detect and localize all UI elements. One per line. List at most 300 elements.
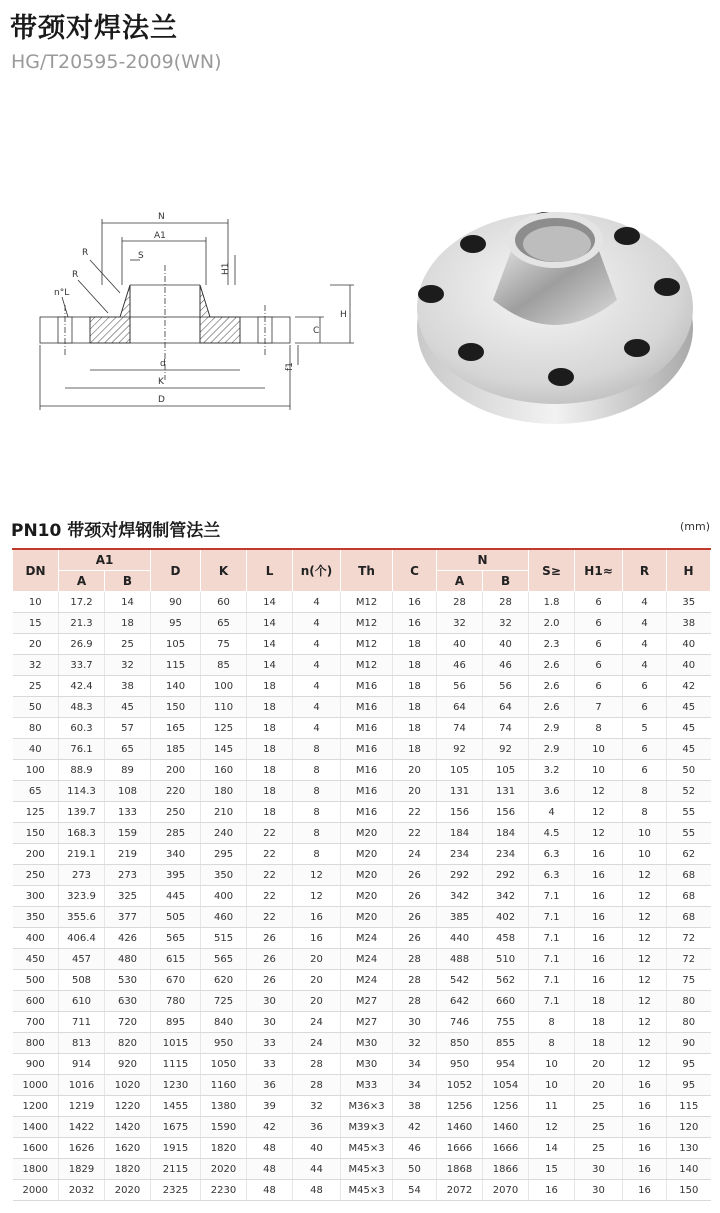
table-row xyxy=(13,1012,711,1033)
table-cell: M24 xyxy=(341,949,393,970)
table-cell: 6 xyxy=(623,760,667,781)
table-cell: 14 xyxy=(247,655,293,676)
table-row xyxy=(13,949,711,970)
table-cell: 16 xyxy=(623,1096,667,1117)
table-cell: 2072 xyxy=(437,1180,483,1201)
table-cell: 1115 xyxy=(151,1054,201,1075)
table-cell: 33 xyxy=(247,1033,293,1054)
table-cell: 1620 xyxy=(105,1138,151,1159)
table-cell: 7.1 xyxy=(529,991,575,1012)
table-cell: 60.3 xyxy=(59,718,105,739)
table-cell: 26 xyxy=(393,907,437,928)
table-cell: 105 xyxy=(151,634,201,655)
table-cell: 1219 xyxy=(59,1096,105,1117)
table-cell: M20 xyxy=(341,844,393,865)
table-cell: 80 xyxy=(667,1012,711,1033)
table-cell: 458 xyxy=(483,928,529,949)
table-cell: 1666 xyxy=(437,1138,483,1159)
table-cell: 7.1 xyxy=(529,907,575,928)
table-cell: 25 xyxy=(13,676,59,697)
table-cell: 30 xyxy=(575,1180,623,1201)
table-cell: 18 xyxy=(105,613,151,634)
header-a1-a: A xyxy=(59,571,105,592)
table-cell: 488 xyxy=(437,949,483,970)
table-cell: 125 xyxy=(13,802,59,823)
table-cell: 48 xyxy=(293,1180,341,1201)
table-cell: 8 xyxy=(293,781,341,802)
table-cell: 15 xyxy=(13,613,59,634)
table-cell: 115 xyxy=(667,1096,711,1117)
header-d: D xyxy=(151,549,201,592)
table-row xyxy=(13,928,711,949)
table-cell: 515 xyxy=(201,928,247,949)
table-row xyxy=(13,739,711,760)
table-cell: 2.9 xyxy=(529,739,575,760)
table-cell: 450 xyxy=(13,949,59,970)
table-cell: 920 xyxy=(105,1054,151,1075)
table-cell: 855 xyxy=(483,1033,529,1054)
table-cell: 36 xyxy=(247,1075,293,1096)
table-row xyxy=(13,634,711,655)
table-cell: M24 xyxy=(341,928,393,949)
table-cell: 8 xyxy=(293,739,341,760)
table-cell: 820 xyxy=(105,1033,151,1054)
table-cell: 2115 xyxy=(151,1159,201,1180)
table-cell: 159 xyxy=(105,823,151,844)
label-K: K xyxy=(158,377,164,387)
table-row xyxy=(13,1075,711,1096)
table-cell: M16 xyxy=(341,697,393,718)
table-cell: 48.3 xyxy=(59,697,105,718)
table-cell: 16 xyxy=(575,907,623,928)
table-cell: 46 xyxy=(393,1138,437,1159)
table-cell: 700 xyxy=(13,1012,59,1033)
table-cell: 18 xyxy=(247,697,293,718)
table-cell: 406.4 xyxy=(59,928,105,949)
table-cell: 746 xyxy=(437,1012,483,1033)
table-cell: 85 xyxy=(201,655,247,676)
table-cell: 54 xyxy=(393,1180,437,1201)
table-cell: 755 xyxy=(483,1012,529,1033)
table-cell: 64 xyxy=(437,697,483,718)
table-cell: 300 xyxy=(13,886,59,907)
table-cell: 6 xyxy=(623,676,667,697)
table-cell: 2.0 xyxy=(529,613,575,634)
table-cell: 80 xyxy=(13,718,59,739)
table-cell: 65 xyxy=(13,781,59,802)
table-cell: M16 xyxy=(341,739,393,760)
table-cell: 32 xyxy=(437,613,483,634)
table-cell: 34 xyxy=(393,1054,437,1075)
table-cell: 840 xyxy=(201,1012,247,1033)
table-cell: 6 xyxy=(575,655,623,676)
table-cell: 76.1 xyxy=(59,739,105,760)
table-row xyxy=(13,1054,711,1075)
table-cell: M20 xyxy=(341,886,393,907)
table-cell: 165 xyxy=(151,718,201,739)
table-cell: M30 xyxy=(341,1054,393,1075)
table-cell: 1200 xyxy=(13,1096,59,1117)
table-cell: 16 xyxy=(393,613,437,634)
table-cell: 1626 xyxy=(59,1138,105,1159)
table-cell: 26 xyxy=(247,970,293,991)
table-cell: 1160 xyxy=(201,1075,247,1096)
table-cell: 2230 xyxy=(201,1180,247,1201)
table-cell: 4 xyxy=(623,634,667,655)
table-cell: 140 xyxy=(151,676,201,697)
table-cell: 95 xyxy=(667,1075,711,1096)
table-cell: 285 xyxy=(151,823,201,844)
table-cell: 45 xyxy=(667,718,711,739)
table-cell: 21.3 xyxy=(59,613,105,634)
table-cell: 12 xyxy=(623,1054,667,1075)
table-cell: 445 xyxy=(151,886,201,907)
table-cell: 46 xyxy=(483,655,529,676)
table-cell: M20 xyxy=(341,907,393,928)
table-cell: 10 xyxy=(13,592,59,613)
page-title: 带颈对焊法兰 xyxy=(10,13,178,44)
table-cell: 12 xyxy=(575,802,623,823)
table-cell: M24 xyxy=(341,970,393,991)
table-cell: 22 xyxy=(247,907,293,928)
table-cell: 780 xyxy=(151,991,201,1012)
table-cell: 74 xyxy=(483,718,529,739)
table-cell: 24 xyxy=(393,844,437,865)
table-cell: 95 xyxy=(667,1054,711,1075)
table-cell: 1000 xyxy=(13,1075,59,1096)
table-cell: 12 xyxy=(575,781,623,802)
table-cell: 40 xyxy=(293,1138,341,1159)
label-R-lower: R xyxy=(72,270,79,280)
table-cell: 12 xyxy=(623,1012,667,1033)
table-cell: M16 xyxy=(341,802,393,823)
table-cell: 670 xyxy=(151,970,201,991)
table-cell: 28 xyxy=(293,1054,341,1075)
table-cell: 8 xyxy=(529,1033,575,1054)
table-cell: 12 xyxy=(623,928,667,949)
table-cell: M12 xyxy=(341,655,393,676)
table-cell: 11 xyxy=(529,1096,575,1117)
table-cell: 17.2 xyxy=(59,592,105,613)
table-cell: 65 xyxy=(105,739,151,760)
table-cell: 8 xyxy=(623,802,667,823)
table-cell: 18 xyxy=(393,676,437,697)
table-cell: 25 xyxy=(575,1096,623,1117)
table-cell: 28 xyxy=(393,949,437,970)
table-cell: M45×3 xyxy=(341,1138,393,1159)
table-cell: 4 xyxy=(293,697,341,718)
table-cell: 250 xyxy=(151,802,201,823)
table-cell: 1666 xyxy=(483,1138,529,1159)
header-n-a: A xyxy=(437,571,483,592)
table-cell: 273 xyxy=(105,865,151,886)
table-cell: 20 xyxy=(393,781,437,802)
table-cell: 95 xyxy=(151,613,201,634)
table-cell: 292 xyxy=(437,865,483,886)
table-row xyxy=(13,760,711,781)
header-a1-b: B xyxy=(105,571,151,592)
table-cell: 40 xyxy=(483,634,529,655)
table-cell: 16 xyxy=(623,1117,667,1138)
table-cell: 16 xyxy=(575,865,623,886)
table-cell: 26.9 xyxy=(59,634,105,655)
table-cell: 1420 xyxy=(105,1117,151,1138)
table-cell: 20 xyxy=(13,634,59,655)
table-cell: 480 xyxy=(105,949,151,970)
table-cell: 114.3 xyxy=(59,781,105,802)
table-cell: 18 xyxy=(575,1033,623,1054)
table-cell: 130 xyxy=(667,1138,711,1159)
table-cell: 30 xyxy=(247,991,293,1012)
table-cell: 4 xyxy=(293,655,341,676)
table-cell: 457 xyxy=(59,949,105,970)
table-cell: 220 xyxy=(151,781,201,802)
table-cell: 18 xyxy=(393,739,437,760)
table-cell: 90 xyxy=(151,592,201,613)
table-cell: 400 xyxy=(201,886,247,907)
table-cell: 8 xyxy=(575,718,623,739)
table-cell: 56 xyxy=(437,676,483,697)
table-cell: 125 xyxy=(201,718,247,739)
table-cell: 184 xyxy=(483,823,529,844)
table-cell: 630 xyxy=(105,991,151,1012)
table-cell: 28 xyxy=(393,970,437,991)
table-cell: 3.2 xyxy=(529,760,575,781)
standard-code: HG/T20595-2009(WN) xyxy=(11,51,222,73)
table-cell: 55 xyxy=(667,802,711,823)
table-cell: 350 xyxy=(201,865,247,886)
table-cell: 565 xyxy=(201,949,247,970)
table-cell: M16 xyxy=(341,781,393,802)
table-cell: 22 xyxy=(247,823,293,844)
table-cell: 895 xyxy=(151,1012,201,1033)
table-cell: 33.7 xyxy=(59,655,105,676)
table-row xyxy=(13,718,711,739)
table-cell: M20 xyxy=(341,865,393,886)
table-cell: 12 xyxy=(293,865,341,886)
table-cell: 4.5 xyxy=(529,823,575,844)
table-cell: 2032 xyxy=(59,1180,105,1201)
header-h1: H1≈ xyxy=(575,549,623,592)
table-cell: 642 xyxy=(437,991,483,1012)
table-cell: 4 xyxy=(293,634,341,655)
table-cell: 6 xyxy=(575,592,623,613)
table-cell: 900 xyxy=(13,1054,59,1075)
table-cell: 2020 xyxy=(201,1159,247,1180)
table-cell: 131 xyxy=(483,781,529,802)
table-cell: 42 xyxy=(393,1117,437,1138)
table-cell: 950 xyxy=(437,1054,483,1075)
table-cell: 30 xyxy=(247,1012,293,1033)
table-cell: 542 xyxy=(437,970,483,991)
table-cell: 16 xyxy=(575,970,623,991)
table-cell: 36 xyxy=(293,1117,341,1138)
table-cell: M45×3 xyxy=(341,1180,393,1201)
table-cell: 914 xyxy=(59,1054,105,1075)
table-cell: 4 xyxy=(293,718,341,739)
table-cell: 1054 xyxy=(483,1075,529,1096)
table-cell: 160 xyxy=(201,760,247,781)
table-cell: 45 xyxy=(105,697,151,718)
table-cell: 26 xyxy=(247,928,293,949)
flange-cross-section-drawing xyxy=(30,205,370,420)
table-cell: 402 xyxy=(483,907,529,928)
table-row xyxy=(13,865,711,886)
table-row xyxy=(13,802,711,823)
table-cell: 18 xyxy=(393,718,437,739)
table-cell: 219.1 xyxy=(59,844,105,865)
table-cell: 48 xyxy=(247,1159,293,1180)
table-cell: 22 xyxy=(247,886,293,907)
table-cell: 510 xyxy=(483,949,529,970)
table-cell: 2.6 xyxy=(529,676,575,697)
table-cell: 20 xyxy=(293,970,341,991)
table-cell: 22 xyxy=(393,802,437,823)
table-cell: 42.4 xyxy=(59,676,105,697)
table-cell: 26 xyxy=(393,865,437,886)
table-row xyxy=(13,1033,711,1054)
table-cell: 1.8 xyxy=(529,592,575,613)
table-cell: 16 xyxy=(623,1159,667,1180)
table-cell: 74 xyxy=(437,718,483,739)
label-D: D xyxy=(158,395,165,405)
table-cell: 156 xyxy=(483,802,529,823)
table-cell: 10 xyxy=(529,1075,575,1096)
table-cell: 28 xyxy=(293,1075,341,1096)
table-cell: 800 xyxy=(13,1033,59,1054)
table-cell: 4 xyxy=(293,592,341,613)
table-cell: M27 xyxy=(341,1012,393,1033)
table-cell: 25 xyxy=(575,1138,623,1159)
table-cell: 38 xyxy=(105,676,151,697)
table-cell: 340 xyxy=(151,844,201,865)
label-H: H xyxy=(340,310,347,320)
table-title: PN10 带颈对焊钢制管法兰 xyxy=(11,521,221,541)
label-nL: n°L xyxy=(54,288,70,298)
table-cell: 7.1 xyxy=(529,928,575,949)
flange-product-image xyxy=(405,200,705,440)
table-row xyxy=(13,823,711,844)
table-cell: 6.3 xyxy=(529,844,575,865)
table-cell: 68 xyxy=(667,865,711,886)
table-cell: 140 xyxy=(667,1159,711,1180)
table-cell: M16 xyxy=(341,718,393,739)
table-cell: 1052 xyxy=(437,1075,483,1096)
table-cell: 16 xyxy=(529,1180,575,1201)
table-cell: 234 xyxy=(437,844,483,865)
table-cell: 18 xyxy=(575,991,623,1012)
header-r: R xyxy=(623,549,667,592)
table-cell: 342 xyxy=(483,886,529,907)
table-cell: 42 xyxy=(247,1117,293,1138)
table-cell: 52 xyxy=(667,781,711,802)
table-cell: 18 xyxy=(393,655,437,676)
table-cell: 8 xyxy=(623,781,667,802)
table-cell: 1590 xyxy=(201,1117,247,1138)
table-cell: 1016 xyxy=(59,1075,105,1096)
table-cell: 1020 xyxy=(105,1075,151,1096)
table-cell: 954 xyxy=(483,1054,529,1075)
table-cell: 18 xyxy=(575,1012,623,1033)
table-cell: 850 xyxy=(437,1033,483,1054)
table-cell: 440 xyxy=(437,928,483,949)
table-cell: 105 xyxy=(437,760,483,781)
table-cell: M45×3 xyxy=(341,1159,393,1180)
header-n: N xyxy=(437,549,529,571)
table-cell: 14 xyxy=(247,592,293,613)
table-cell: 88.9 xyxy=(59,760,105,781)
header-k: K xyxy=(201,549,247,592)
table-cell: 1230 xyxy=(151,1075,201,1096)
table-cell: 1915 xyxy=(151,1138,201,1159)
label-R-upper: R xyxy=(82,248,89,258)
table-cell: 44 xyxy=(293,1159,341,1180)
table-cell: 273 xyxy=(59,865,105,886)
label-d: d xyxy=(160,359,166,369)
table-cell: 16 xyxy=(623,1180,667,1201)
table-cell: 45 xyxy=(667,739,711,760)
table-cell: 26 xyxy=(393,886,437,907)
table-cell: 6 xyxy=(623,697,667,718)
table-cell: 14 xyxy=(105,592,151,613)
table-cell: 16 xyxy=(293,907,341,928)
table-cell: 460 xyxy=(201,907,247,928)
table-cell: 620 xyxy=(201,970,247,991)
header-c: C xyxy=(393,549,437,592)
table-row xyxy=(13,1138,711,1159)
table-cell: M16 xyxy=(341,676,393,697)
table-cell: 530 xyxy=(105,970,151,991)
table-cell: 32 xyxy=(105,655,151,676)
table-cell: 16 xyxy=(393,592,437,613)
table-cell: 68 xyxy=(667,886,711,907)
table-row xyxy=(13,907,711,928)
table-cell: 10 xyxy=(623,823,667,844)
table-cell: 100 xyxy=(13,760,59,781)
table-cell: 48 xyxy=(247,1180,293,1201)
table-cell: 1256 xyxy=(483,1096,529,1117)
table-cell: 168.3 xyxy=(59,823,105,844)
table-cell: 1050 xyxy=(201,1054,247,1075)
table-cell: 2.3 xyxy=(529,634,575,655)
table-cell: 12 xyxy=(623,865,667,886)
table-cell: 16 xyxy=(623,1138,667,1159)
table-cell: 505 xyxy=(151,907,201,928)
table-cell: 45 xyxy=(667,697,711,718)
table-cell: 50 xyxy=(393,1159,437,1180)
table-cell: 184 xyxy=(437,823,483,844)
table-cell: 20 xyxy=(575,1075,623,1096)
table-cell: 6 xyxy=(575,634,623,655)
table-cell: 200 xyxy=(13,844,59,865)
table-cell: 18 xyxy=(247,676,293,697)
table-cell: 725 xyxy=(201,991,247,1012)
table-cell: 72 xyxy=(667,928,711,949)
table-cell: 1866 xyxy=(483,1159,529,1180)
table-cell: 39 xyxy=(247,1096,293,1117)
table-cell: 4 xyxy=(623,655,667,676)
table-cell: 18 xyxy=(247,760,293,781)
table-cell: 210 xyxy=(201,802,247,823)
table-cell: 72 xyxy=(667,949,711,970)
table-cell: M30 xyxy=(341,1033,393,1054)
table-cell: 1380 xyxy=(201,1096,247,1117)
table-cell: 14 xyxy=(247,634,293,655)
table-cell: 30 xyxy=(575,1159,623,1180)
table-cell: 6 xyxy=(623,739,667,760)
label-H1: H1 xyxy=(221,262,231,275)
table-cell: 4 xyxy=(623,592,667,613)
